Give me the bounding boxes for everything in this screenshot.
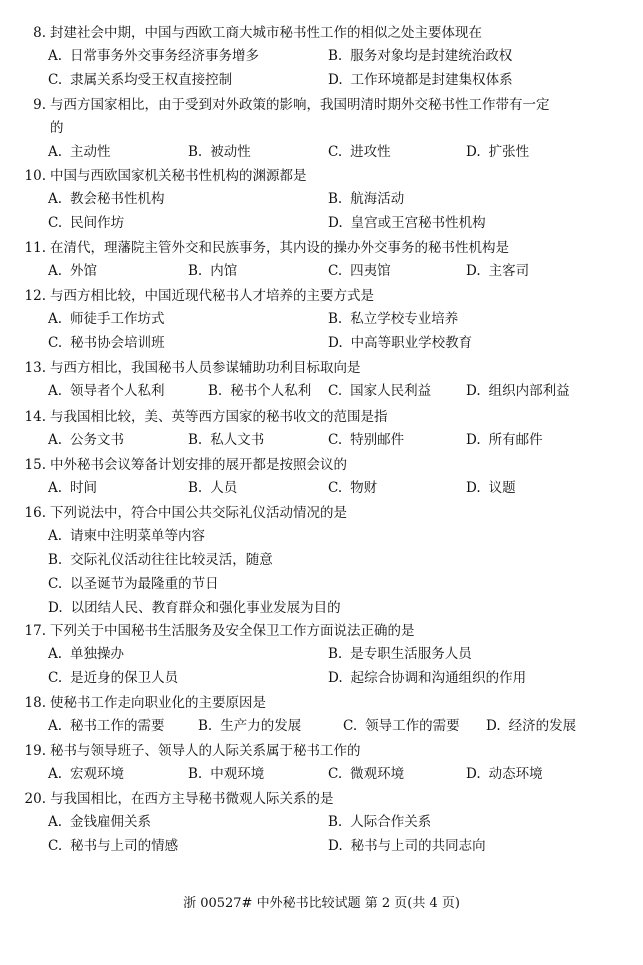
question-text: 与西方国家相比，由于受到对外政策的影响，我国明清时期外交秘书性工作带有一定: [50, 97, 550, 113]
option-a: A. 领导者个人私利: [48, 383, 165, 399]
question-14: [18, 406, 628, 453]
option-c: C. 进攻性: [328, 144, 391, 160]
question-17: [18, 620, 628, 691]
question-number: 10.: [24, 168, 46, 184]
option-d: D. 主客司: [466, 263, 530, 279]
page-footer: 浙 00527# 中外秘书比较试题 第 2 页(共 4 页): [183, 896, 460, 911]
question-16: [18, 502, 628, 621]
question-number: 8.: [33, 25, 46, 41]
option-a: A. 金钱雇佣关系: [48, 814, 152, 830]
question-text: 使秘书工作走向职业化的主要原因是: [50, 695, 266, 711]
option-a: A. 师徒手工作坊式: [48, 311, 165, 327]
question-number: 17.: [24, 623, 46, 639]
question-text: 中国与西欧国家机关秘书性机构的渊源都是: [50, 168, 307, 184]
question-19: [18, 740, 628, 787]
option-b: B. 航海活动: [328, 191, 405, 207]
option-b: B. 服务对象均是封建统治政权: [328, 48, 513, 64]
option-c: C. 隶属关系均受王权直接控制: [48, 72, 233, 88]
option-c: C. 是近身的保卫人员: [48, 670, 179, 686]
option-b: B. 内馆: [188, 263, 238, 279]
question-13: [18, 357, 628, 404]
option-c: C. 民间作坊: [48, 215, 125, 231]
option-b: B. 是专职生活服务人员: [328, 646, 472, 662]
option-d: D. 议题: [466, 480, 516, 496]
option-c: C. 国家人民利益: [328, 383, 432, 399]
option-a: A. 请柬中注明菜单等内容: [48, 528, 206, 544]
question-number: 19.: [24, 743, 46, 759]
option-a: A. 单独操办: [48, 646, 125, 662]
question-text: 下列关于中国秘书生活服务及安全保卫工作方面说法正确的是: [50, 623, 415, 639]
option-d: D. 秘书与上司的共同志向: [328, 838, 486, 854]
option-b: B. 人际合作关系: [328, 814, 432, 830]
option-a: A. 秘书工作的需要: [48, 718, 165, 734]
option-c: C. 微观环境: [328, 766, 405, 782]
option-b: B. 私人文书: [188, 432, 265, 448]
question-18: [18, 692, 628, 739]
option-a: A. 教会秘书性机构: [48, 191, 165, 207]
question-text: 中外秘书会议筹备计划安排的展开都是按照会议的: [50, 457, 347, 473]
option-b: B. 私立学校专业培养: [328, 311, 459, 327]
question-number: 12.: [24, 288, 46, 304]
option-b: B. 人员: [188, 480, 238, 496]
question-text: 与西方相比，我国秘书人员参谋辅助功利目标取向是: [50, 360, 361, 376]
question-text: 封建社会中期，中国与西欧工商大城市秘书性工作的相似之处主要体现在: [50, 25, 482, 41]
question-number: 13.: [24, 360, 46, 376]
option-a: A. 外馆: [48, 263, 98, 279]
question-number: 20.: [24, 791, 46, 807]
option-a: A. 时间: [48, 480, 98, 496]
question-8: [18, 22, 628, 93]
question-15: [18, 454, 628, 501]
option-d: D. 经济的发展: [486, 718, 577, 734]
option-d: D. 扩张性: [466, 144, 530, 160]
option-d: D. 工作环境都是封建集权体系: [328, 72, 513, 88]
option-a: A. 日常事务外交事务经济事务增多: [48, 48, 260, 64]
question-text-continued: 的: [50, 120, 64, 136]
question-10: [18, 165, 628, 236]
option-a: A. 主动性: [48, 144, 111, 160]
option-d: D. 起综合协调和沟通组织的作用: [328, 670, 527, 686]
question-20: [18, 788, 628, 859]
option-d: D. 以团结人民、教育群众和强化事业发展为目的: [48, 600, 341, 616]
question-11: [18, 237, 628, 284]
question-text: 秘书与领导班子、领导人的人际关系属于秘书工作的: [50, 743, 361, 759]
question-9: [18, 94, 628, 165]
question-number: 15.: [24, 457, 46, 473]
option-d: D. 所有邮件: [466, 432, 543, 448]
question-number: 16.: [24, 505, 46, 521]
option-c: C. 四夷馆: [328, 263, 391, 279]
option-b: B. 中观环境: [188, 766, 265, 782]
question-text: 与我国相比较，美、英等西方国家的秘书收文的范围是指: [50, 409, 388, 425]
option-d: D. 中高等职业学校教育: [328, 335, 473, 351]
option-c: C. 秘书与上司的情感: [48, 838, 179, 854]
option-c: C. 物财: [328, 480, 378, 496]
question-number: 11.: [24, 240, 46, 256]
option-b: B. 秘书个人私利: [208, 383, 312, 399]
option-d: D. 皇宫或王宫秘书性机构: [328, 215, 486, 231]
question-12: [18, 285, 628, 356]
option-b: B. 被动性: [188, 144, 251, 160]
question-text: 在清代，理藩院主管外交和民族事务，其内设的操办外交事务的秘书性机构是: [50, 240, 509, 256]
question-text: 与西方相比较，中国近现代秘书人才培养的主要方式是: [50, 288, 374, 304]
option-b: B. 交际礼仪活动往往比较灵活，随意: [48, 552, 273, 568]
option-b: B. 生产力的发展: [198, 718, 302, 734]
question-number: 14.: [24, 409, 46, 425]
option-d: D. 动态环境: [466, 766, 543, 782]
option-c: C. 领导工作的需要: [343, 718, 460, 734]
option-c: C. 秘书协会培训班: [48, 335, 165, 351]
option-a: A. 公务文书: [48, 432, 125, 448]
option-d: D. 组织内部利益: [466, 383, 570, 399]
question-number: 18.: [24, 695, 46, 711]
option-c: C. 特别邮件: [328, 432, 405, 448]
question-text: 与我国相比，在西方主导秘书微观人际关系的是: [50, 791, 334, 807]
question-number: 9.: [33, 97, 46, 113]
option-a: A. 宏观环境: [48, 766, 125, 782]
option-c: C. 以圣诞节为最隆重的节日: [48, 576, 219, 592]
question-text: 下列说法中，符合中国公共交际礼仪活动情况的是: [50, 505, 347, 521]
